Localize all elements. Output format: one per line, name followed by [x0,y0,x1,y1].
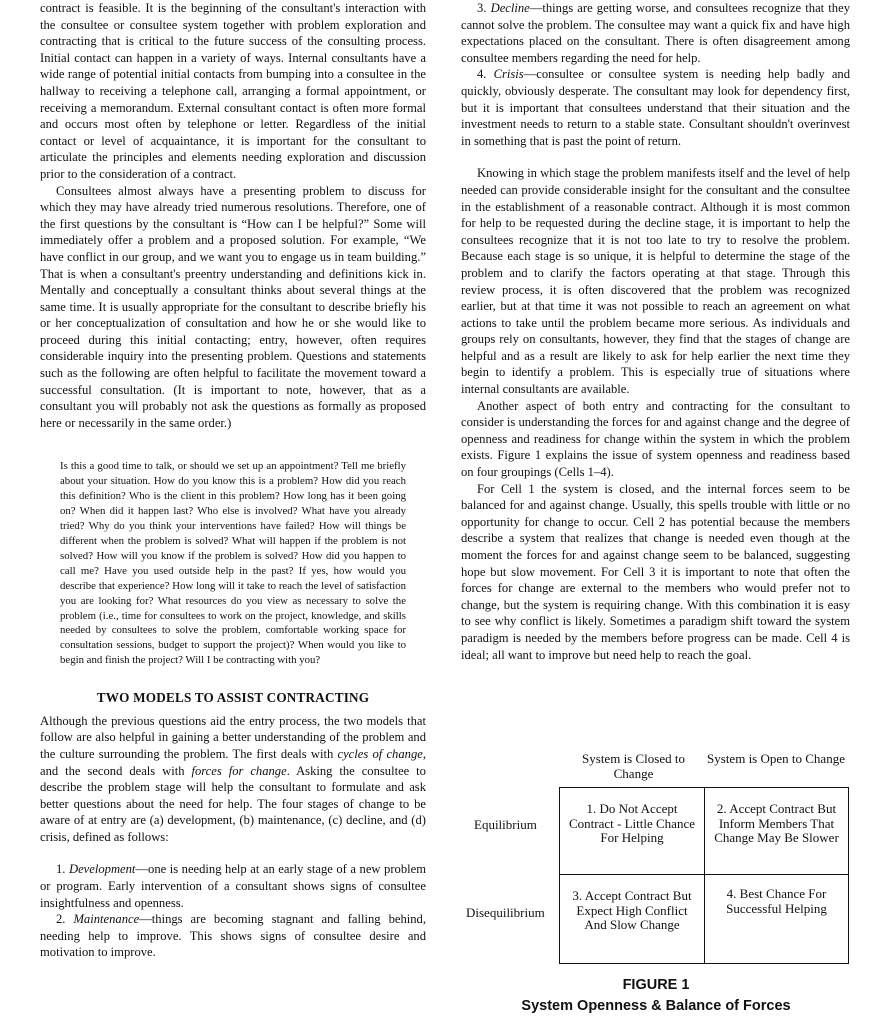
row-header-disequilibrium: Disequilibrium [466,905,545,920]
stage-maintenance: 2. Maintenance—things are becoming stagnant and falling behind, needing help to improve. This shows signs of consultee desire and motivation to improve. [40,912,426,960]
emphasis-forces-for-change: forces for change [191,763,287,778]
paragraph-two-models: Although the previous questions aid the entry process, the two models that follow are also helpful in gaining a better understanding of the problem and the culture surrounding the problem. The first deals with cycles of change, and the second deals with forces for change. Asking the consultee to describe the problem stage will help the consultant to formulate and ask better questions about the need for help. The four stages of change to be aware of at entry are (a) development, (b) maintenance, (c) decline, and (d) crisis, defined as follows: [40,713,426,844]
stage-crisis: 4. Crisis—consultee or consultee system is needing help badly and quickly, obviously desperate. The consultant may look for dependency first, but it is important that consultees understand that their situation and the investment needs to return to a stable state. Consultant shouldn't overinvest in something that is past the point of return. [461,67,851,148]
stage-decline: 3. Decline—things are getting worse, and consultees recognize that they cannot solve the problem. The consultee may want a quick fix and have high expectations placed on the consultant. There is often disagreement among consultee members regarding the need for help. [461,1,850,65]
column-header-closed: System is Closed to Change [582,751,685,781]
emphasis-cycles-of-change: cycles of change [337,746,423,761]
paragraph-cells-explained: For Cell 1 the system is closed, and the internal forces seem to be balanced for and against change. Usually, this spells trouble with little or no opportunity for change to occur. Cell 2 has potential because the members describe a system that realizes that change is needed even though at the moment the forces for and against change seem to be balanced, suggesting hope but slow movement. For Cell 3 it is important to note that often the forces for change are external to the members who would prefer not to change, but the system is requiring change. With this combination it is easy to see why conflict is likely. Sometimes a paradigm shift toward the system paradigm is needed by the members before progress can be made. Cell 4 is ideal; all want to improve but need help to reach the goal. [461,481,850,662]
entry-questions-block: Is this a good time to talk, or should we set up an appointment? Tell me briefly about your situation. How do you know this is a problem? How did you reach this definition? Who is the client in this problem? How long has it been going on? When did it happen last? Who else is involved? What have you already tried? Why do you think your interventions have failed? How will things be different when the problem is solved? What will happen if the problem is not solved? How will you know if the problem is solved? How did you happen to call me? Have you used outside help in the past? If yes, how would you describe that experience? How long will it take to reach the level of satisfaction you are looking for? What resources do you view as necessary to solve the problem (i.e., time for consultees to work on the project, knowledge, and skills needed by consultees to solve the problem, comfortable working space for consultation sessions, budget to support the project)? When would you like to begin and finish the project? Will I be contracting with you? [60,460,406,667]
paragraph-forces-for-change: Another aspect of both entry and contracting for the consultant to consider is understanding the forces for and against change and the degree of openness and readiness for change within the system in which the problem exists. Figure 1 explains the issue of system openness and readiness based on four groupings (Cells 1–4). [461,398,850,480]
paragraph-knowing-stage: Knowing in which stage the problem manifests itself and the level of help needed can provide considerable insight for the consultant and the consultee in the establishment of a reasonable contract. Although it is most common for help to be requested during the decline stage, it is important to help the consultees recognize that it is not too late to try to resolve the problem. Because each stage is so unique, it is helpful to determine the stage of the problem and to clarify the factors operating at that stage. Through this review process, it is often discovered that the problem was recognized earlier, but at that time it was not possible to reach an agreement on what actions to take until the problem became more serious. As individuals and groups rely on consultants, however, they find that the stages of change are helpful and as a result are likely to ask for help earlier the next time they begin to identify a problem. This is especially true of situations where internal consultants are available. [461,166,850,397]
matrix-cell-2: 2. Accept Contract But Inform Members That Change May Be Slower [704,787,849,875]
paragraph-initial-contact: contract is feasible. It is the beginning of the consultant's interaction with the consultee or consultee system together with problem exploration and contracting that is critical to the future success of the consulting process. Initial contact can happen in a variety of ways. Internal consultants have a wide range of potential initial contacts from bumping into a consultee in the hallway to receiving a telephone call, arranging a formal appointment, or receiving a memorandum. External consultant contact is often more formal and occurs most often by telephone or letter. Regardless of the initial contact or level of acquaintance, it is important for the consultant to articulate the principles and elements needing exploration and discussion prior to the consideration of a contract. [40,1,426,181]
section-heading: TWO MODELS TO ASSIST CONTRACTING [96,690,370,706]
right-column [461,0,850,663]
figure-title: System Openness & Balance of Forces [521,998,791,1014]
column-header-open: System is Open to Change [707,751,845,766]
matrix-cell-3: 3. Accept Contract But Expect High Conflict And Slow Change [559,874,705,964]
figure-label: FIGURE 1 [622,977,690,993]
paragraph-presenting-problem: Consultees almost always have a presenting problem to discuss for which they may have already tried numerous resolutions. Therefore, one of the first questions by the consultant is “How can I be helpful?” Some will immediately offer a problem and a proposed solution. For example, “We have conflict in our group, and we want you to engage us in team building.” That is when a consultant's preentry understanding and definitions kick in. Mentally and conceptually a consultant thinks about several things at the same time. It is usually appropriate for the consultant to describe briefly his or her conceptualization of consultation and how he or she would like to proceed during this initial contacting; entry, however, often requires considerable inquiry into the presenting problem. Questions and statements such as the following are often helpful to facilitate the movement toward a successful consultation. (It is important to note, however, that as a consultant you will probably not ask the questions as formally as proposed here or necessarily in the same order.) [40,183,426,430]
row-header-equilibrium: Equilibrium [474,817,537,832]
matrix-cell-4: 4. Best Chance For Successful Helping [704,874,849,964]
figure-1 [461,748,861,1018]
stage-development: 1. Development—one is needing help at an early stage of a new problem or program. Early intervention of a consultant shows signs of consultee insightfulness and openness. [40,862,426,910]
left-column [40,0,426,961]
matrix-cell-1: 1. Do Not Accept Contract - Little Chance For Helping [559,787,705,875]
